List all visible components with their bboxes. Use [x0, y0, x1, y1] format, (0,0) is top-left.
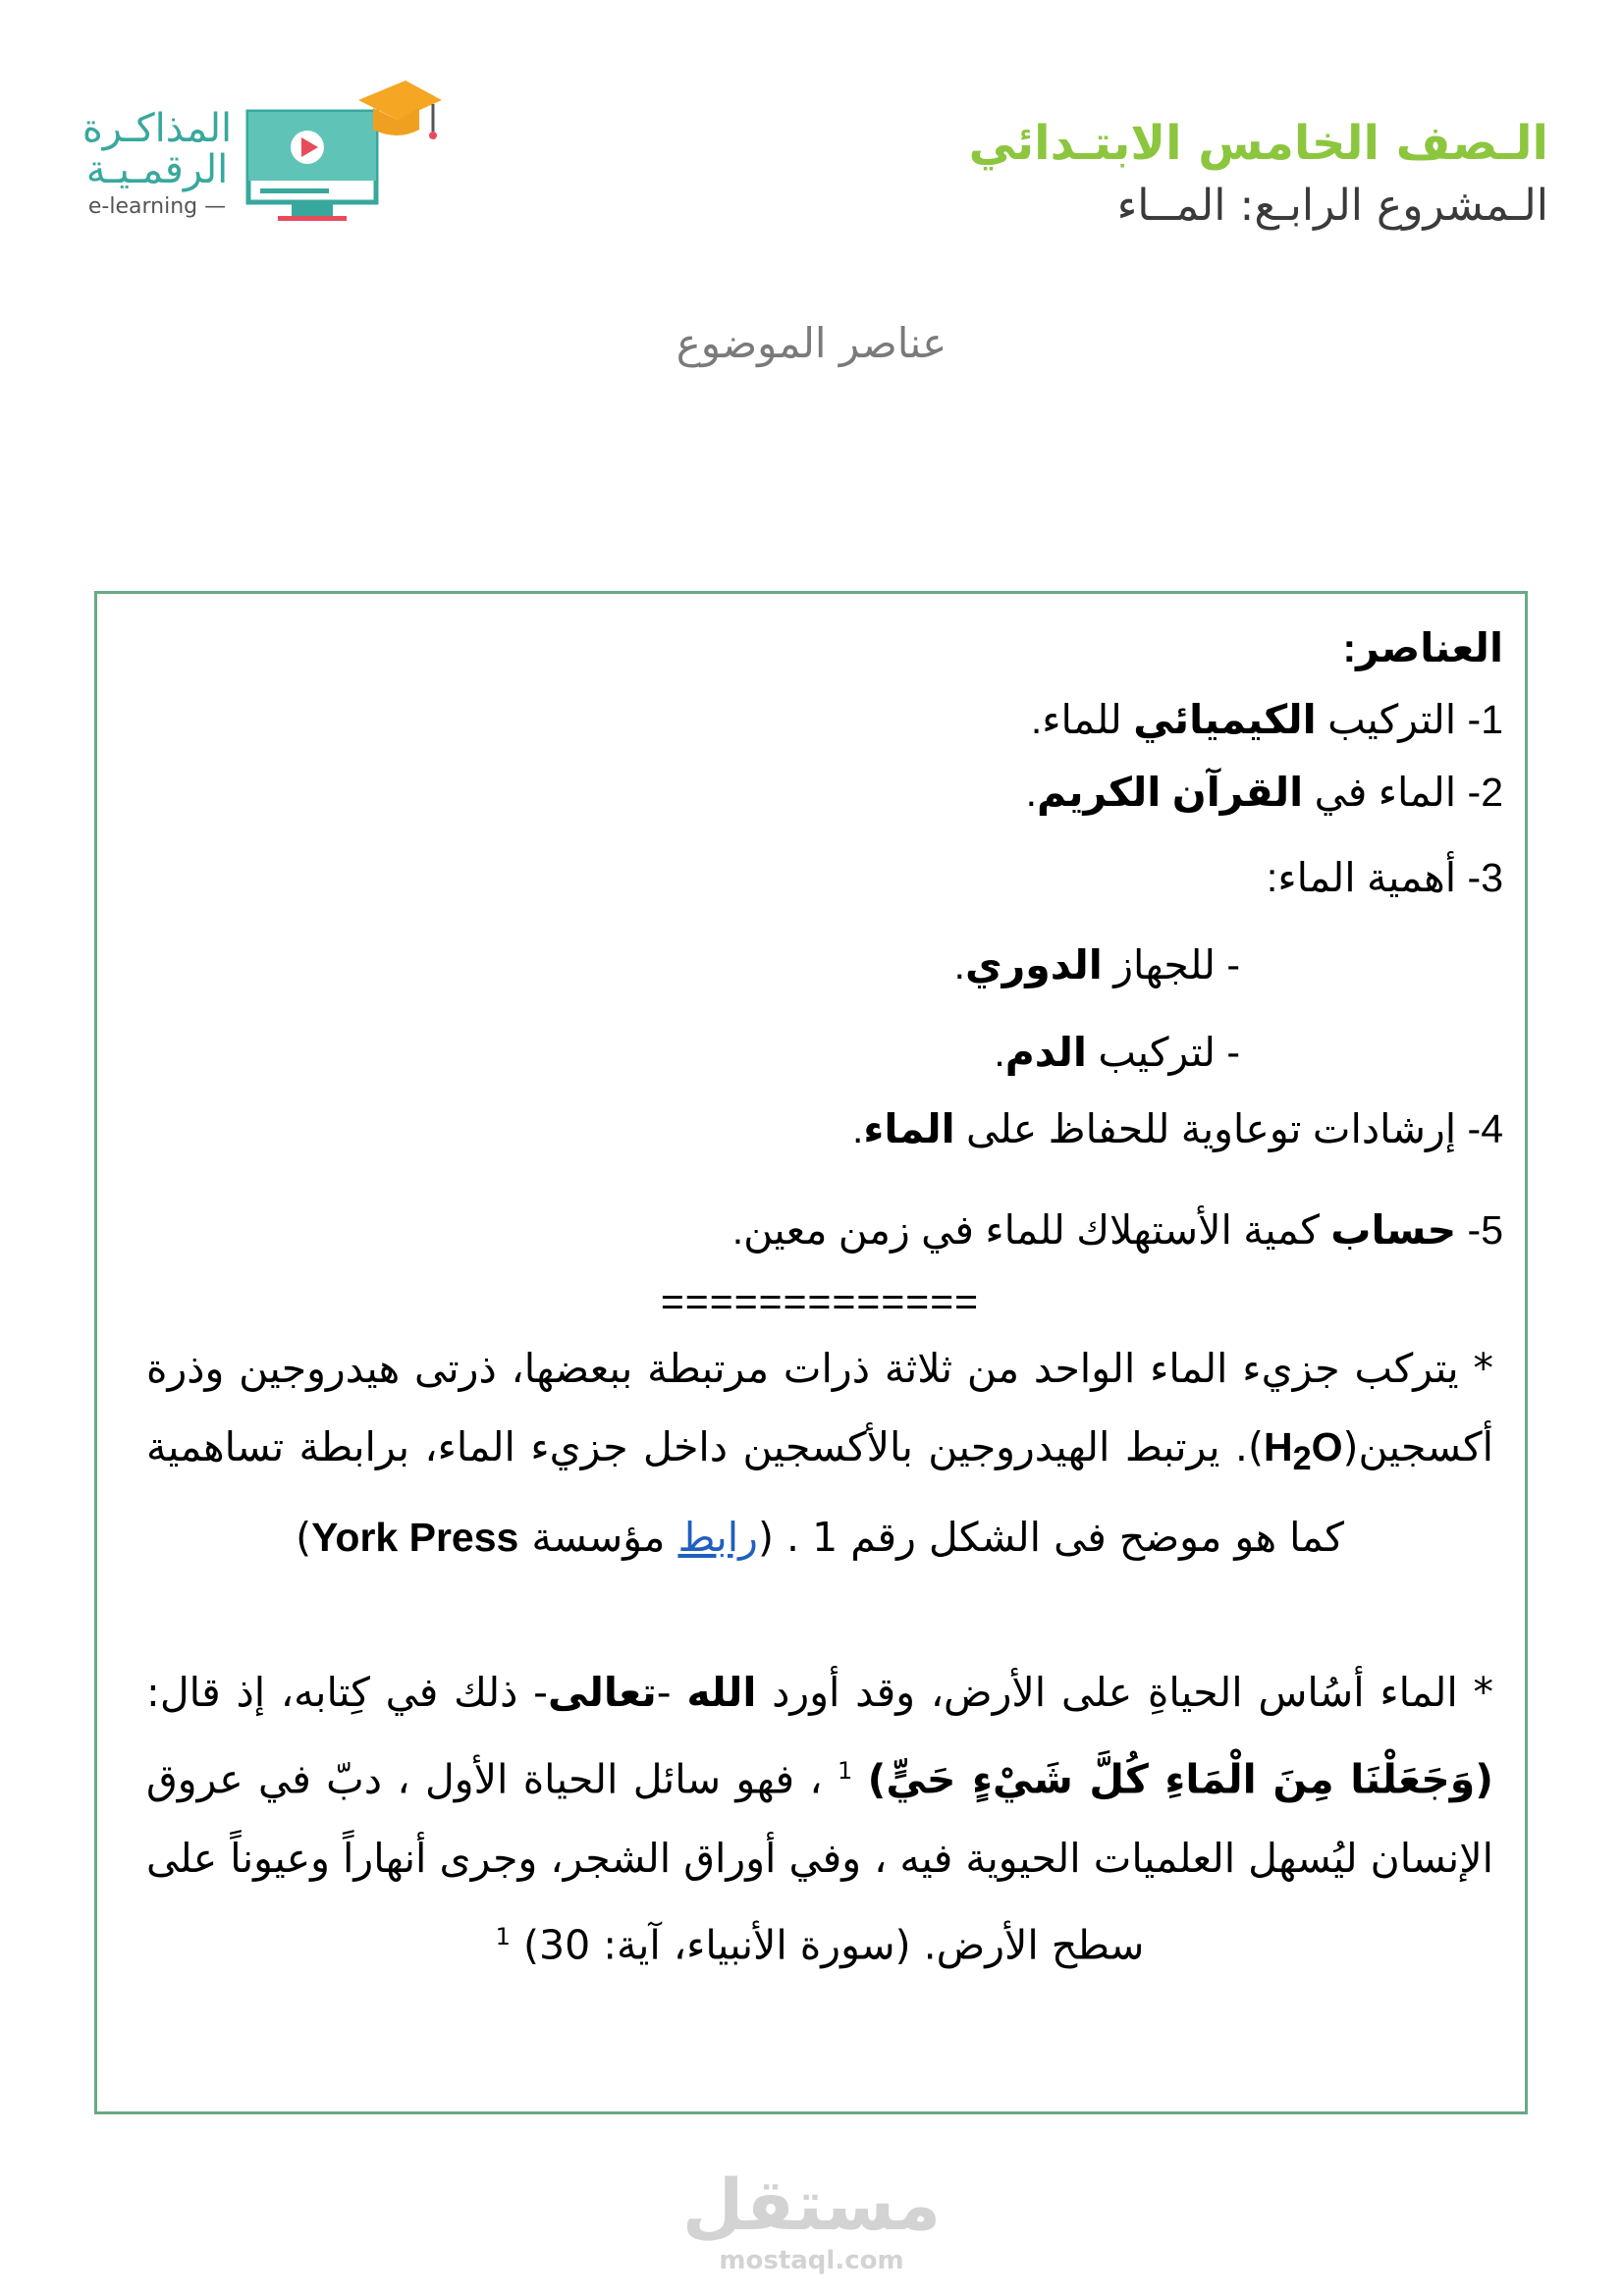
bold-word: الله: [686, 1669, 757, 1717]
element-bold: حساب: [1330, 1206, 1457, 1253]
paragraph-text: مؤسسة: [518, 1514, 678, 1562]
element-text: .: [994, 1030, 1005, 1076]
element-text: للماء.: [1030, 697, 1134, 743]
element-text: 1- التركيب: [1316, 697, 1503, 743]
element-bold: القرآن الكريم: [1036, 769, 1304, 815]
watermark-logo: مستقل: [681, 2163, 942, 2246]
footnote-marker: 1: [838, 1757, 853, 1786]
paragraph-composition: [136, 1329, 1503, 1576]
paragraph-text: ). يرتبط الهيدروجين بالأكسجين داخل جزيء الماء، برابطة تساهمية كما هو موضح فى الشكل رقم 1 . (: [146, 1423, 1344, 1562]
element-text: .: [1025, 769, 1037, 815]
element-bold: الكيميائي: [1133, 697, 1317, 743]
element-item-4: [136, 1104, 1503, 1154]
element-text: - لتركيب: [1086, 1030, 1240, 1076]
element-subitem-2: [136, 1028, 1503, 1078]
quran-verse: (وَجَعَلْنَا مِنَ الْمَاءِ كُلَّ شَيْءٍ حَيٍّ): [867, 1755, 1493, 1803]
element-text: - للجهاز: [1102, 942, 1240, 988]
footnote-marker: 1: [495, 1922, 511, 1950]
paragraph-text: ): [296, 1514, 312, 1562]
logo-line2: الرقمـيـة: [85, 147, 229, 192]
element-item-5: [136, 1205, 1503, 1255]
logo-subtitle: e-learning —: [87, 194, 227, 219]
element-text: 4- إرشادات توعاوية للحفاظ على: [954, 1105, 1503, 1151]
project-title: الـمشروع الرابـع: المــاء: [1116, 180, 1548, 231]
chemical-formula: [1263, 1423, 1343, 1478]
watermark-site: mostaql.com: [719, 2246, 904, 2275]
header: [861, 116, 1548, 233]
paragraph-text: ، فهو سائل الحياة الأول ، دبّ في عروق الإنسان ليُسهل العلميات الحيوية فيه ، وفي أوراق الشجر، وجرى أنهاراً وعيوناً على سطح الأرض. (سورة الأنبياء، آية: 30): [146, 1755, 1493, 1969]
elements-title: العناصر:: [1342, 625, 1503, 670]
element-bold: الدم: [1004, 1030, 1087, 1076]
element-text: .: [851, 1105, 864, 1151]
element-text: 2- الماء في: [1303, 769, 1503, 815]
paragraph-quran: [136, 1653, 1503, 1984]
formula-h: H: [1263, 1424, 1293, 1469]
bold-word: تعالى: [547, 1669, 657, 1717]
element-item-3: 3- أهمية الماء:: [1266, 854, 1503, 900]
paragraph-text: -: [656, 1669, 687, 1717]
element-item-2: [136, 768, 1503, 818]
organization-name: York Press: [311, 1515, 519, 1561]
logo-text: [79, 108, 236, 219]
paragraph-text: * الماء أسُاس الحياةِ على الأرض، وقد أورد: [756, 1669, 1493, 1717]
watermark: [0, 2163, 1623, 2275]
separator: =============: [660, 1279, 980, 1324]
source-link[interactable]: رابط: [677, 1514, 758, 1562]
element-text: 5-: [1456, 1206, 1503, 1253]
element-bold: الدوري: [965, 942, 1103, 988]
element-subitem-1: [136, 940, 1503, 990]
element-text: كمية الأستهلاك للماء في زمن معين.: [731, 1206, 1331, 1253]
element-text: .: [953, 942, 966, 988]
monitor-graduation-cap-icon: [241, 79, 442, 236]
formula-subscript: 2: [1292, 1440, 1312, 1478]
paragraph-text: - ذلك في كِتابه، إذ قال:: [146, 1669, 548, 1717]
paragraph-text: * يتركب جزيء الماء الواحد من ثلاثة ذرات مرتبطة ببعضها، ذرتى هيدروجين وذرة أكسجين(: [146, 1345, 1493, 1470]
element-item-1: [136, 695, 1503, 745]
logo: [79, 79, 442, 236]
topic-heading: عناصر الموضوع: [676, 319, 947, 367]
formula-o: O: [1311, 1424, 1343, 1469]
content-box: [94, 591, 1528, 2114]
grade-title: الـصف الخامس الابتـدائي: [968, 116, 1548, 171]
element-bold: الماء: [863, 1105, 955, 1151]
logo-line1: المذاكـرة: [81, 106, 233, 151]
